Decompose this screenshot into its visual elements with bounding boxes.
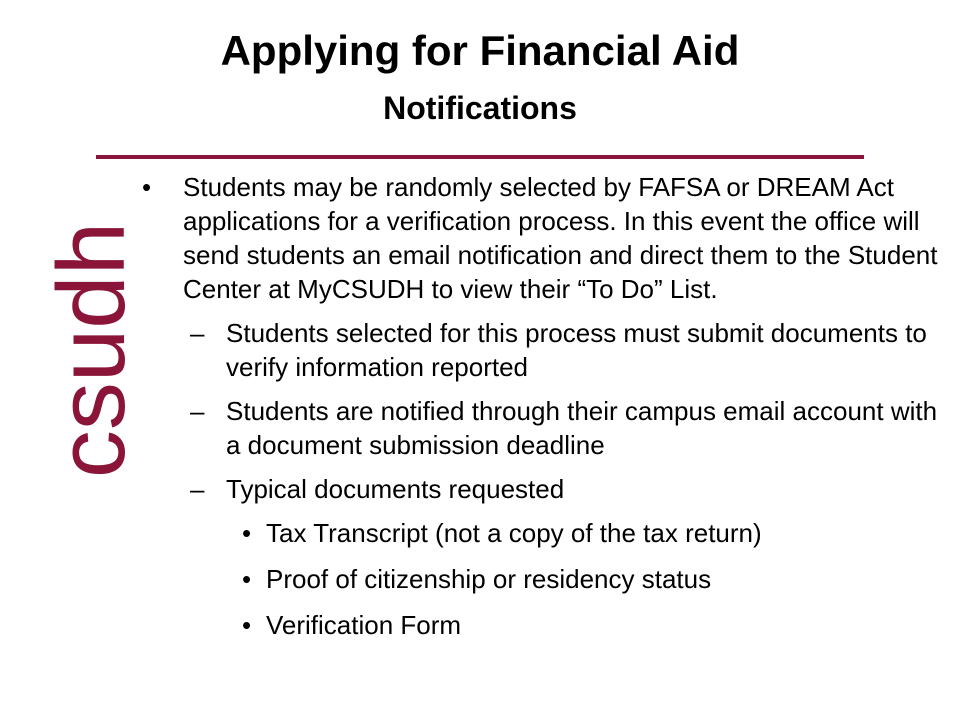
sub-sub-bullet-item	[140, 562, 940, 596]
bullet-marker: •	[242, 564, 252, 594]
dash-marker: –	[190, 474, 205, 504]
slide-title: Applying for Financial Aid	[220, 27, 740, 74]
sub-bullet-item	[140, 316, 940, 384]
csudh-logo: csudh	[38, 221, 145, 479]
sub-sub-bullet-text: Tax Transcript (not a copy of the tax return)	[266, 518, 762, 548]
dash-marker: –	[190, 396, 205, 426]
sub-sub-bullet-text: Proof of citizenship or residency status	[266, 564, 712, 594]
bullet-text: Students may be randomly selected by FAFSA or DREAM Act applications for a verification process. In this event the office will send students an email notification and direct them to the Student Center at MyCSUDH to view their “To Do” List.	[183, 172, 938, 304]
sub-sub-bullet-item	[140, 608, 940, 642]
bullet-marker: •	[242, 610, 252, 640]
sub-bullet-text: Students selected for this process must submit documents to verify information reported	[226, 318, 927, 382]
bullet-marker: •	[142, 172, 152, 202]
sub-bullet-text: Typical documents requested	[226, 474, 565, 504]
sub-sub-bullet-item	[140, 516, 940, 550]
title-divider	[96, 155, 864, 159]
dash-marker: –	[190, 318, 205, 348]
slide-subtitle: Notifications	[383, 90, 577, 126]
bullet-list	[140, 170, 940, 642]
bullet-item	[140, 170, 940, 306]
sub-bullet-item	[140, 472, 940, 506]
sub-bullet-text: Students are notified through their campus email account with a document submission deadline	[226, 396, 938, 460]
sub-sub-bullet-text: Verification Form	[266, 610, 462, 640]
bullet-marker: •	[242, 518, 252, 548]
sub-bullet-item	[140, 394, 940, 462]
